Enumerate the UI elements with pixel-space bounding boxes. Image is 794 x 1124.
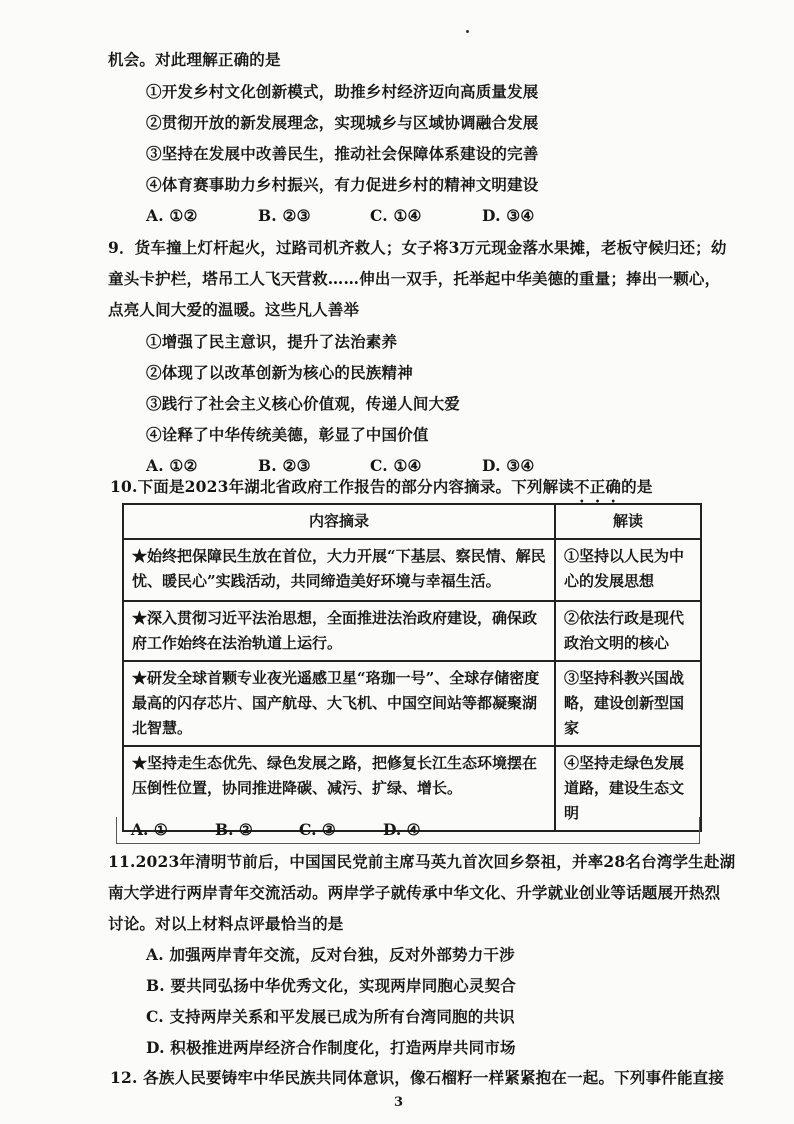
q9-choice-b[interactable]: B. ②③ bbox=[258, 456, 311, 475]
q10-table bbox=[122, 503, 702, 832]
q8-choices bbox=[146, 206, 594, 226]
interpretation-cell: ①坚持以人民为中心的发展思想 bbox=[555, 539, 701, 601]
interpretation-cell: ④坚持走绿色发展道路，建设生态文明 bbox=[555, 746, 701, 831]
q8-choice-d[interactable]: D. ③④ bbox=[482, 206, 535, 225]
q10-choices bbox=[131, 820, 467, 839]
q11-option-d[interactable]: D. 积极推进两岸经济合作制度化，打造两岸共同市场 bbox=[146, 1038, 516, 1057]
q10-choice-c[interactable]: C. ③ bbox=[299, 820, 336, 839]
q8-stem-tail: 机会。对此理解正确的是 bbox=[108, 50, 281, 69]
q11-stem-line-3: 讨论。对以上材料点评最恰当的是 bbox=[108, 914, 344, 933]
q8-choice-b[interactable]: B. ②③ bbox=[258, 206, 311, 225]
q9-choices bbox=[146, 456, 594, 476]
q8-option-1: ①开发乡村文化创新模式，助推乡村经济迈向高质量发展 bbox=[146, 82, 539, 101]
header-interpretation: 解读 bbox=[555, 504, 701, 539]
q10-choice-b[interactable]: B. ② bbox=[215, 820, 253, 839]
excerpt-cell: ★研发全球首颗专业夜光遥感卫星“珞珈一号”、全球存储密度最高的闪存芯片、国产航母、大飞机、中国空间站等都凝聚湖北智慧。 bbox=[123, 661, 555, 746]
q10-choice-d[interactable]: D. ④ bbox=[383, 820, 421, 839]
q8-choice-c[interactable]: C. ①④ bbox=[370, 206, 422, 225]
q11-option-c[interactable]: C. 支持两岸关系和平发展已成为所有台湾同胞的共识 bbox=[146, 1007, 515, 1026]
q8-option-2: ②贯彻开放的新发展理念，实现城乡与区域协调融合发展 bbox=[146, 113, 539, 132]
q11-stem-line-2: 南大学进行两岸青年交流活动。两岸学子就传承中华文化、升学就业创业等话题展开热烈 bbox=[108, 883, 721, 902]
q9-option-3: ③践行了社会主义核心价值观，传递人间大爱 bbox=[146, 394, 461, 413]
page-number: 3 bbox=[394, 1095, 404, 1110]
q9-stem-line-1: 9．货车撞上灯杆起火，过路司机齐救人；女子将3万元现金落水果摊，老板守候归还；幼 bbox=[108, 238, 727, 257]
q11-option-b[interactable]: B. 要共同弘扬中华优秀文化，实现两岸同胞心灵契合 bbox=[146, 976, 516, 995]
q8-option-4: ④体育赛事助力乡村振兴，有力促进乡村的精神文明建设 bbox=[146, 175, 539, 194]
interpretation-cell: ②依法行政是现代政治文明的核心 bbox=[555, 601, 701, 661]
q11-stem-line-1: 11.2023年清明节前后，中国国民党前主席马英九首次回乡祭祖，并率28名台湾学生赴湖 bbox=[108, 852, 736, 871]
q9-option-2: ②体现了以改革创新为核心的民族精神 bbox=[146, 363, 413, 382]
q10-stem-end: 的是 bbox=[621, 477, 653, 496]
q9-stem-line-2: 童头卡护栏，塔吊工人飞天营救……伸出一双手，托举起中华美德的重量；捧出一颗心， bbox=[108, 269, 721, 288]
q10-stem-emphasis: 不正确 bbox=[574, 477, 622, 496]
q12-stem-line-1: 12. 各族人民要铸牢中华民族共同体意识，像石榴籽一样紧紧抱在一起。下列事件能直接 bbox=[110, 1068, 725, 1087]
q9-stem-line-3: 点亮人间大爱的温暖。这些凡人善举 bbox=[108, 300, 360, 319]
q11-option-a[interactable]: A. 加强两岸青年交流，反对台独，反对外部势力干涉 bbox=[146, 945, 515, 964]
q9-option-1: ①增强了民主意识，提升了法治素养 bbox=[146, 332, 398, 351]
header-excerpt: 内容摘录 bbox=[123, 504, 555, 539]
q8-option-3: ③坚持在发展中改善民生，推动社会保障体系建设的完善 bbox=[146, 144, 539, 163]
table-header-row bbox=[123, 504, 701, 539]
q10-choice-a[interactable]: A. ① bbox=[131, 820, 168, 839]
excerpt-cell: ★深入贯彻习近平法治思想，全面推进法治政府建设，确保政府工作始终在法治轨道上运行。 bbox=[123, 601, 555, 661]
q9-choice-a[interactable]: A. ①② bbox=[146, 456, 198, 475]
q10-stem-text: 10.下面是2023年湖北省政府工作报告的部分内容摘录。下列解读 bbox=[110, 477, 575, 496]
q10-choices-box bbox=[116, 817, 700, 844]
excerpt-cell: ★坚持走生态优先、绿色发展之路，把修复长江生态环境摆在压倒性位置，协同推进降碳、减污、扩绿、增长。 bbox=[123, 746, 555, 831]
table-row bbox=[123, 661, 701, 746]
q8-choice-a[interactable]: A. ①② bbox=[146, 206, 198, 225]
scan-speck bbox=[466, 30, 469, 33]
q9-choice-c[interactable]: C. ①④ bbox=[370, 456, 422, 475]
q10-stem bbox=[110, 477, 653, 506]
table-row bbox=[123, 539, 701, 601]
q9-option-4: ④诠释了中华传统美德，彰显了中国价值 bbox=[146, 425, 429, 444]
excerpt-cell: ★始终把保障民生放在首位，大力开展“下基层、察民情、解民忧、暖民心”实践活动，共同缔造美好环境与幸福生活。 bbox=[123, 539, 555, 601]
q9-choice-d[interactable]: D. ③④ bbox=[482, 456, 535, 475]
interpretation-cell: ③坚持科教兴国战略，建设创新型国家 bbox=[555, 661, 701, 746]
table-row bbox=[123, 601, 701, 661]
